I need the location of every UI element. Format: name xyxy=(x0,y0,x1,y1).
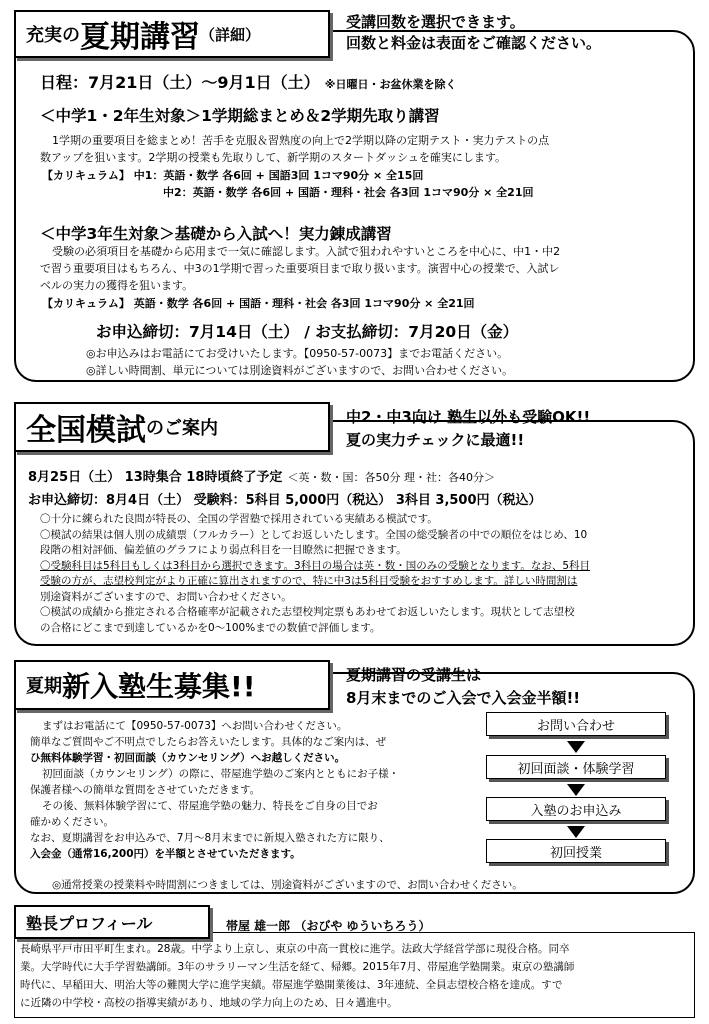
principal-bio xyxy=(20,940,574,1012)
grade3-heading: ＜中学3年生対象＞基礎から入試へ！実力錬成講習 xyxy=(40,225,392,243)
body-line: 入会金（通常16,200円）を半額とさせていただきます。 xyxy=(30,848,301,860)
tuition-note: ◎通常授業の授業料や時間割につきましては、別途資料がございますので、お問い合わせください。 xyxy=(52,879,523,891)
schedule: 日程：7月21日（土）～9月1日（土） xyxy=(40,73,320,92)
deadline-line: お申込締切：7月14日（土） / お支払締切：7月20日（金） xyxy=(96,323,519,341)
title-suffix: のご案内 xyxy=(146,418,218,439)
paragraph-line: ベルの実力の獲得を狙います。 xyxy=(40,279,194,292)
schedule-note: ※日曜日・お盆休業を除く xyxy=(324,78,457,91)
bullet-line: 別途資料がございますので、お問い合わせください。 xyxy=(40,590,292,603)
paragraph-line: 数アップを狙います。2学期の授業も先取りして、新学期のスタートダッシュを確実にします。 xyxy=(40,151,507,164)
caption-line: 夏の実力チェックに最適!! xyxy=(346,431,525,449)
bullet-line: 受験の方が、志望校判定がより正確に算出されますので、特に中3は5科目受験をおすすめします。詳しい時間割は xyxy=(40,575,578,587)
profile-title xyxy=(14,905,210,939)
body-line: ひ無料体験学習・初回面談（カウンセリング）へお越しください。 xyxy=(30,752,346,764)
grade12-curriculum xyxy=(42,167,533,201)
body-line: 初回面談（カウンセリング）の際に、帯屋進学塾のご案内とともにお子様・ xyxy=(42,768,400,780)
bullet-line: 〇十分に練られた良問が特長の、全国の学習塾で採用されている実績ある模試です。 xyxy=(40,513,438,525)
curriculum-line: 【カリキュラム】 中1：英語・数学 各6回 + 国語3回 1コマ90分 × 全15回 xyxy=(42,169,424,182)
exam-apply-line: お申込締切：8月4日（土） 受験料：5科目 5,000円（税込） 3科目 3,500円（税込） xyxy=(28,493,542,508)
curriculum-line: 中2：英語・数学 各6回 + 国語・理科・社会 各3回 1コマ90分 × 全21回 xyxy=(163,186,534,199)
paragraph-line: で習う重要項目はもちろん、中3の1学期で習った重要項目まで取り扱います。演習中心の授業で、入試レ xyxy=(40,262,560,275)
body-line: 保護者様への簡単な質問をさせていただきます。 xyxy=(30,784,261,796)
flow-step-inquiry: お問い合わせ xyxy=(486,712,666,736)
bio-line: 時代に、早稲田大、明治大等の難関大学に進学実績。帯屋進学塾開業後は、3年連続、全員志望校合格を達成。すで xyxy=(20,979,563,991)
paragraph-line: 1学期の重要項目を総まとめ！苦手を克服＆習熟度の向上で2学期以降の定期テスト・実力テストの点 xyxy=(52,134,550,147)
bullet-line: 〇受験科目は5科目もしくは3科目から選択できます。3科目の場合は英・数・国のみの受験となります。なお、5科目 xyxy=(40,559,591,572)
principal-name: 帯屋 雄一郎 （おびや ゆういちろう） xyxy=(226,919,431,933)
caption-line: 中2・中3向け 塾生以外も受験OK!! xyxy=(346,408,591,426)
flow-step-counseling: 初回面談・体験学習 xyxy=(486,755,666,779)
exam-date: 8月25日（土） 13時集合 18時頃終了予定 xyxy=(28,470,283,485)
bullet-line: 〇模試の結果は個人別の成績票（フルカラー）としてお返しいたします。全国の総受験者の中での順位をはじめ、10 xyxy=(40,528,588,541)
exam-bullets xyxy=(40,512,590,636)
title-main: 新入塾生募集!! xyxy=(62,670,256,703)
enrollment-title xyxy=(14,660,330,710)
exam-date-line xyxy=(28,466,495,485)
enrollment-body xyxy=(30,718,399,862)
summer-caption xyxy=(346,12,601,54)
grade3-description xyxy=(40,243,560,294)
exam-times: ＜英・数・国：各50分 理・社：各40分＞ xyxy=(287,471,495,484)
title-prefix: 夏期 xyxy=(26,676,62,697)
title-prefix: 充実の xyxy=(26,25,80,46)
body-line: なお、夏期講習をお申込みで、7月～8月末までに新規入塾された方に限り、 xyxy=(30,832,390,844)
body-line: 確かめください。 xyxy=(30,816,114,828)
grade3-curriculum: 【カリキュラム】 英語・数学 各6回 + 国語・理科・社会 各3回 1コマ90分 × 全21回 xyxy=(42,297,475,310)
bullet-line: 〇模試の成績から推定される合格確率が記載された志望校判定票もあわせてお返しいたします。現状として志望校 xyxy=(40,606,575,618)
caption-line: 回数と料金は表面をご確認ください。 xyxy=(346,34,602,52)
down-arrow-icon xyxy=(567,826,585,838)
grade12-description xyxy=(40,132,549,166)
bullet-line: 段階の相対評価、偏差値のグラフにより弱点科目を一目瞭然に把握できます。 xyxy=(40,544,407,556)
grade12-heading: ＜中学1・2年生対象＞1学期総まとめ＆2学期先取り講習 xyxy=(40,107,440,125)
title-main: 夏期講習 xyxy=(80,20,200,55)
title-main: 塾長プロフィール xyxy=(26,913,153,933)
caption-line: 受講回数を選択できます。 xyxy=(346,13,525,31)
bio-line: 業。大学時代に大手学習塾講師。3年のサラリーマン生活を経て、帰郷。2015年7月、帯屋進学塾開業。東京の塾講師 xyxy=(20,961,575,973)
bio-line: 長崎県平戸市田平町生まれ。28歳。中学より上京し、東京の中高一貫校に進学。法政大学経営学部に現役合格。同卒 xyxy=(20,943,570,955)
body-line: まずはお電話にて【0950-57-0073】へお問い合わせください。 xyxy=(42,720,348,732)
schedule-line xyxy=(40,70,456,93)
body-line: その後、無料体験学習にて、帯屋進学塾の魅力、特長をご自身の目でお xyxy=(42,800,378,812)
flow-step-first-class: 初回授業 xyxy=(486,839,666,863)
caption-line: 8月末までのご入会で入会金半額!! xyxy=(346,689,581,707)
body-line: 簡単なご質問やご不明点でしたらお答えいたします。具体的なご案内は、ぜ xyxy=(30,736,387,748)
title-suffix: （詳細） xyxy=(200,25,261,44)
caption-line: 夏期講習の受講生は xyxy=(346,666,482,684)
down-arrow-icon xyxy=(567,784,585,796)
mock-exam-caption xyxy=(346,406,590,452)
detail-note: ◎詳しい時間割、単元については別途資料がございますので、お問い合わせください。 xyxy=(86,364,514,377)
title-main: 全国模試 xyxy=(26,413,146,448)
paragraph-line: 受験の必須項目を基礎から応用まで一気に確認します。入試で狙われやすいところを中心に、中1・中2 xyxy=(52,245,561,258)
enrollment-caption xyxy=(346,664,580,710)
mock-exam-title xyxy=(14,402,330,452)
summer-course-title xyxy=(14,10,330,58)
phone-note: ◎お申込みはお電話にてお受けいたします。【0950-57-0073】までお電話ください。 xyxy=(86,347,509,360)
down-arrow-icon xyxy=(567,741,585,753)
bullet-line: の合格にどこまで到達しているかを0～100%までの数値で評価します。 xyxy=(40,621,381,634)
flow-step-application: 入塾のお申込み xyxy=(486,797,666,821)
bio-line: に近隣の中学校・高校の指導実績があり、地域の学力向上のため、日々邁進中。 xyxy=(20,997,398,1009)
